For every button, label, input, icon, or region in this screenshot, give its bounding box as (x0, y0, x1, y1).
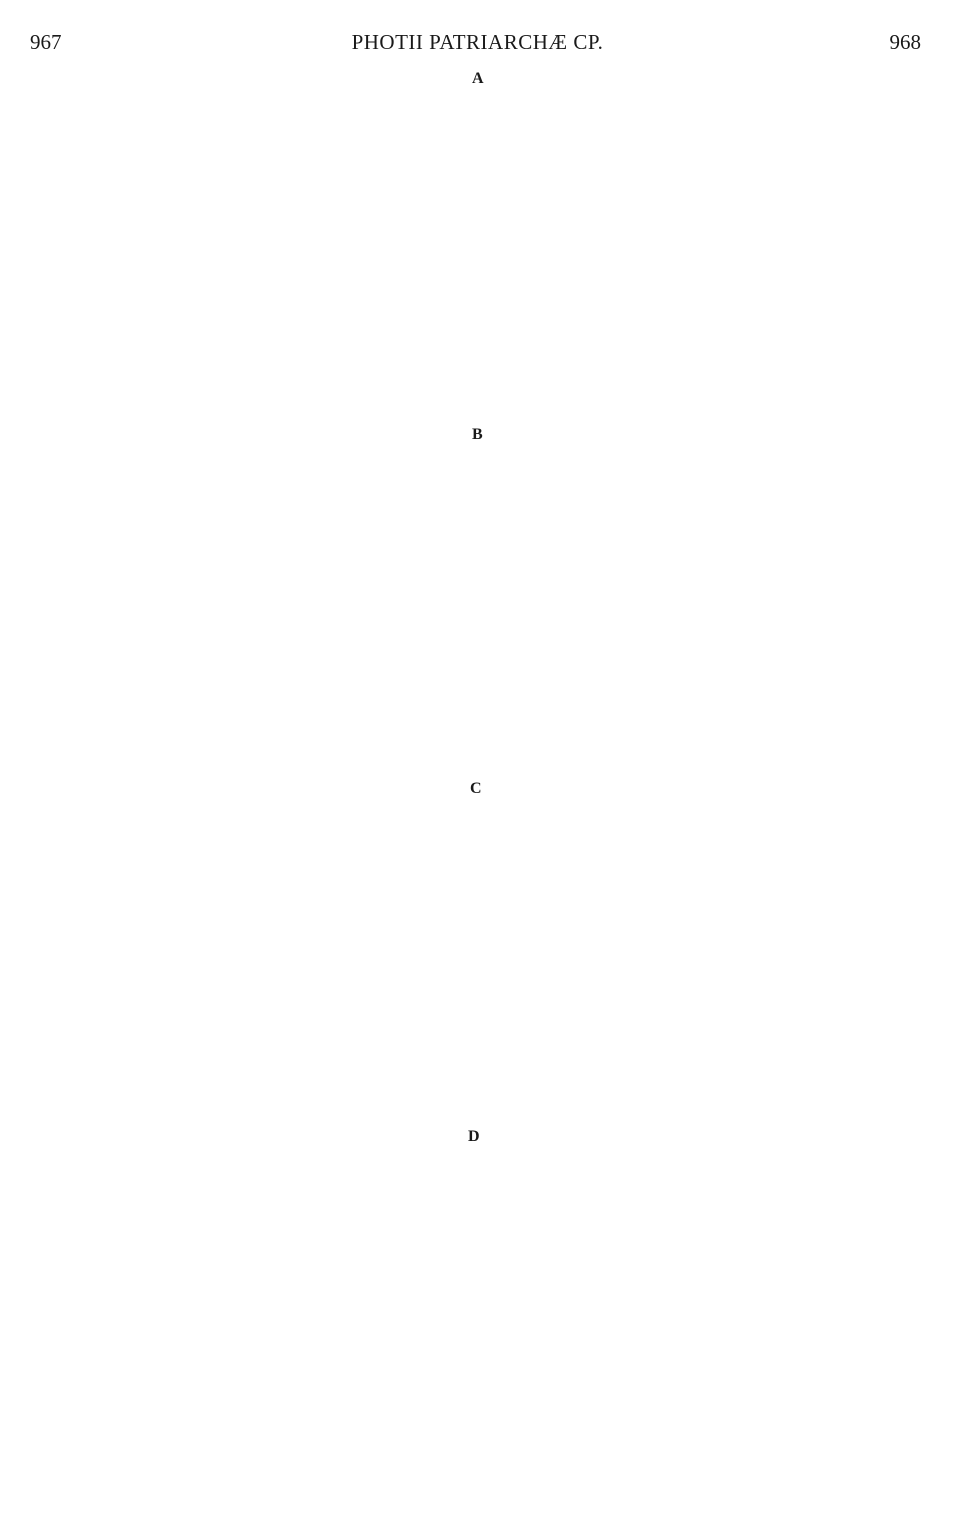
running-title: PHOTII PATRIARCHÆ CP. (351, 30, 604, 54)
page-number-right: 968 (889, 30, 921, 54)
margin-letter-d: D (468, 1128, 480, 1145)
page-number-left: 967 (30, 30, 62, 54)
margin-letter-c: C (470, 780, 482, 797)
running-header (0, 0, 955, 62)
margin-letter-a: A (472, 70, 484, 87)
margin-letter-b: B (472, 426, 483, 443)
